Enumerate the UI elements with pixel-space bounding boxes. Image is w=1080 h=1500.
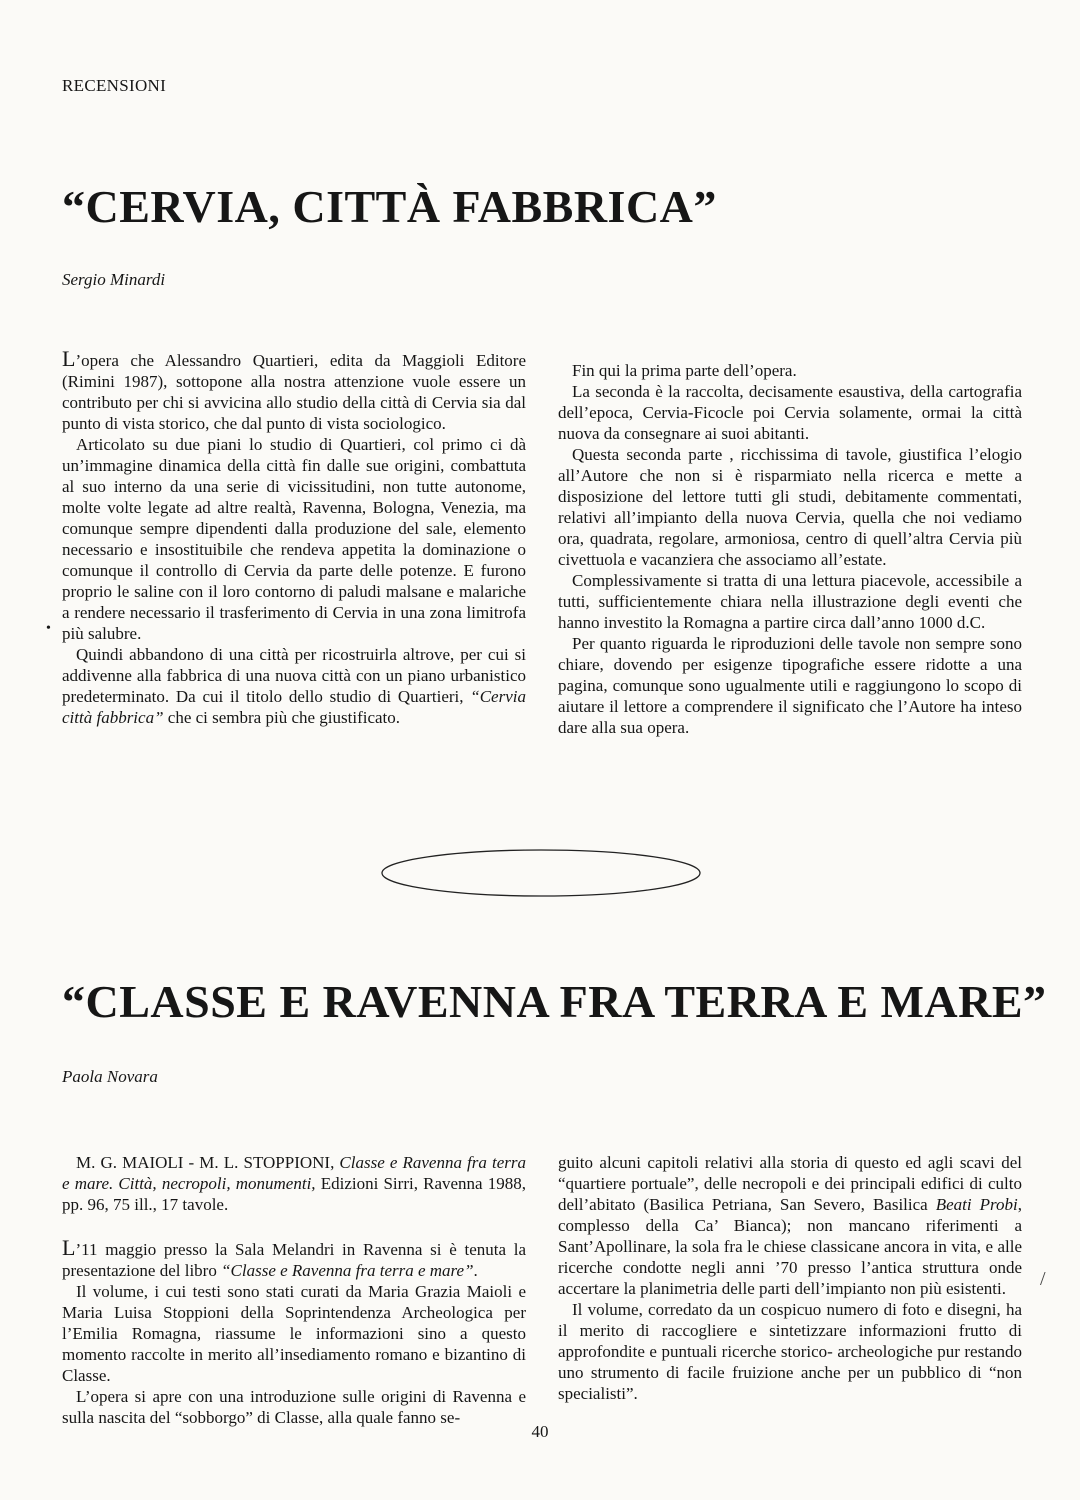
book-title-italic: Classe e Ravenna fra terra e mare. Città, necropoli, monumenti,: [62, 1153, 526, 1193]
article-2-paragraph: L’opera si apre con una introduzione sulle origini di Ravenna e sulla nascita del “sobborgo” di Classe, alla quale fanno se-: [62, 1387, 526, 1427]
article-1-left-column: [62, 348, 526, 728]
margin-pencil-mark: /: [1040, 1268, 1046, 1290]
article-1-paragraph: Articolato su due piani lo studio di Quartieri, col primo ci dà un’immagine dinamica della città fin dalle sue origini, combattuta al suo interno da una serie di vicissitudini, non tutte autonome, molte volte legate ad altre realtà, Ravenna, Bologna, Venezia, ma comunque sempre dipendenti dalla produzione del sale, elemento necessario e insostituibile che rendeva appetita la dominazione o comunque il controllo di Cervia da parte delle potenze. E furono proprio le saline con il loro contorno di paludi malsane e malariche a rendere necessario il trasferimento di Cervia in una zona limitrofa più salubre.: [62, 435, 526, 643]
article-1-paragraph: Questa seconda parte , ricchissima di tavole, giustifica l’elogio all’Autore che non si è risparmiato nella ricerca e mette a disposizione del lettore tutti gli studi, debitamente commentati, relativi all’impianto della nuova Cervia, quella che noi vediamo ora, quadrata, regolare, armoniosa, centro di quell’altra Cervia più civettuola e vacanziera che associamo all’estate.: [558, 445, 1022, 569]
article-1-paragraph: Complessivamente si tratta di una lettura piacevole, accessibile a tutti, sufficientemente chiara nella illustrazione degli eventi che hanno investito la Romagna a partire circa dall’anno 1000 d.C.: [558, 571, 1022, 632]
article-1-paragraph: Fin qui la prima parte dell’opera.: [572, 361, 797, 380]
article-1-paragraph: [62, 644, 526, 728]
paragraph-text: , complesso della Ca’ Bianca); non mancano riferimenti a Sant’Apollinare, la sola fra le chiese classicane ancora in vita, e alle ricerche condotte negli anni ’70 presso l’antica struttura onde accertare la planimetria delle parti dell’impianto non più esistenti.: [558, 1195, 1023, 1298]
section-label: RECENSIONI: [62, 76, 167, 95]
paragraph-text: Quindi abbandono di una città per ricostruirla altrove, per cui si addivenne alla fabbrica di una nuova città con un piano urbanistico predeterminato. Da cui il titolo dello studio di Quartieri,: [62, 645, 526, 706]
article-2-author: Paola Novara: [62, 1067, 158, 1086]
article-2-paragraph: Il volume, i cui testi sono stati curati da Maria Grazia Maioli e Maria Luisa Stoppioni della Soprintendenza Archeologica per l’Emilia Romagna, riassume le informazioni sino a questo momento raccolte in merito all’insediamento romano e bizantino di Classe.: [62, 1282, 526, 1385]
article-1-paragraph: Per quanto riguarda le riproduzioni delle tavole non sempre sono chiare, dovendo per esigenze tipografiche essere ridotte a una pagina, comunque sono ugualmente utili e raggiungono lo scopo di aiutare il lettore a comprendere il significato che l’Autore ha inteso dare alla sua opera.: [558, 634, 1022, 737]
article-1-title: “CERVIA, CITTÀ FABBRICA”: [62, 181, 717, 232]
book-reference: [62, 1152, 526, 1215]
article-1-paragraph: [62, 348, 526, 434]
article-2-paragraph: Il volume, corredato da un cospicuo numero di foto e disegni, ha il merito di raccogliere e sintetizzare informazioni frutto di approfondite e puntuali ricerche storico- archeologiche pur restando uno strumento di facile fruizione anche per un pubblico di “non specialisti”.: [558, 1300, 1022, 1403]
article-1-paragraph: La seconda è la raccolta, decisamente esaustiva, della cartografia dell’epoca, Cervia-Ficocle poi Cervia solamente, ormai la città nuova da consegnare ai suoi abitanti.: [558, 382, 1022, 443]
paragraph-text: che ci sembra più che giustificato.: [163, 708, 401, 727]
book-title-italic: “Cervia città fabbrica”: [62, 687, 526, 727]
paragraph-text: .: [473, 1261, 478, 1280]
page-number: 40: [531, 1422, 549, 1441]
paragraph-text: ’opera che Alessandro Quartieri, edita da Maggioli Editore (Rimini 1987), sottopone alla nostra attenzione vuole essere un contributo per chi si avvicina allo studio della città di Cervia sia dal punto di vista storico, che dal punto di vista sociologico.: [62, 351, 526, 433]
reference-text: M. G. MAIOLI - M. L. STOPPIONI,: [76, 1153, 340, 1172]
paragraph-text: ’11 maggio presso la Sala Melandri in Ravenna si è tenuta la presentazione del libro: [62, 1240, 526, 1280]
article-2-paragraph: [558, 1152, 1022, 1299]
article-2-title: “CLASSE E RAVENNA FRA TERRA E MARE”: [62, 976, 1047, 1027]
drop-cap: L: [62, 1235, 76, 1260]
article-2-paragraph: [62, 1237, 526, 1281]
article-1-right-column: [558, 360, 1022, 738]
article-2-right-column: [558, 1152, 1022, 1404]
reference-text: Edizioni Sirri, Ravenna 1988, pp. 96, 75 ill., 17 tavole.: [62, 1174, 526, 1214]
article-1-author: Sergio Minardi: [62, 270, 166, 289]
bullet-icon: •: [46, 621, 51, 636]
paragraph-text: guito alcuni capitoli relativi alla storia di questo ed agli scavi del “quartiere portuale”, delle necropoli e dei principali edifici di culto dell’abitato (Basilica Petriana, San Severo, Basilica: [558, 1153, 1022, 1214]
drop-cap: L: [62, 346, 76, 371]
book-title-italic: “Classe e Ravenna fra terra e mare”: [221, 1261, 474, 1280]
article-2-left-column: [62, 1152, 526, 1428]
oval-divider-icon: [378, 845, 704, 901]
italic-text: Beati Probi: [935, 1195, 1018, 1214]
